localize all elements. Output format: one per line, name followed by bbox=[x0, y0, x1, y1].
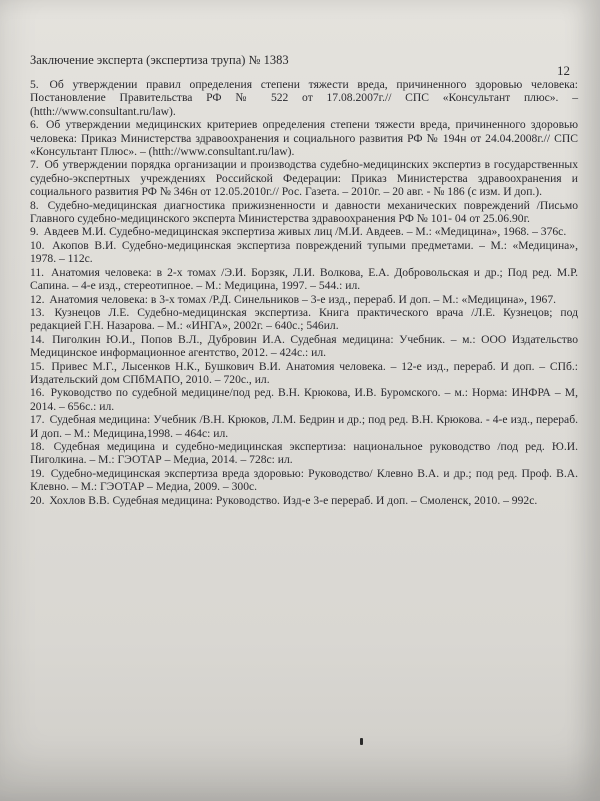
reference-number: 11. bbox=[30, 265, 45, 279]
reference-item bbox=[30, 266, 578, 293]
reference-number: 10. bbox=[30, 238, 45, 252]
reference-item bbox=[30, 467, 578, 494]
reference-number: 15. bbox=[30, 359, 45, 373]
reference-number: 12. bbox=[30, 292, 45, 306]
reference-text: Привес М.Г., Лысенков Н.К., Бушкович В.И. Анатомия человека. – 12-е изд., перераб. И доп. – СПб.: Издательский дом СПбМАПО, 2010. – 720с., ил. bbox=[30, 359, 578, 386]
reference-item bbox=[30, 386, 578, 413]
reference-text: Анатомия человека: в 2-х томах /Э.И. Борзяк, Л.И. Волкова, Е.А. Добровольская и др.; Под ред. М.Р. Сапина. – 4-е изд., стереотипное. – М.: Медицина, 1997. – 544.: ил. bbox=[30, 265, 578, 293]
reference-number: 14. bbox=[30, 332, 45, 346]
reference-text: Пиголкин Ю.И., Попов В.Л., Дубровин И.А. Судебная медицина: Учебник. – м.: ООО Издательство Медицинское информационное агентство, 2012. – 424с.: ил. bbox=[30, 332, 578, 360]
reference-number: 19. bbox=[30, 466, 45, 480]
reference-text: Судебная медицина: Учебник /В.Н. Крюков, Л.М. Бедрин и др.; под ред. В.Н. Крюкова. - 4-е изд., перераб. И доп. – М.: Медицина,1998. – 464с: ил. bbox=[30, 413, 578, 440]
reference-item bbox=[30, 440, 578, 467]
reference-item bbox=[30, 118, 578, 158]
reference-text: Руководство по судебной медицине/под ред. В.Н. Крюкова, И.В. Буромского. – м.: Норма: ИНФРА – М, 2014. – 656с.: ил. bbox=[30, 386, 578, 413]
reference-list bbox=[30, 78, 578, 507]
reference-number: 7. bbox=[30, 158, 39, 172]
reference-number: 5. bbox=[30, 78, 39, 91]
reference-number: 13. bbox=[30, 305, 45, 319]
reference-item bbox=[30, 413, 578, 440]
reference-number: 20. bbox=[30, 493, 45, 507]
reference-text: Судебно-медицинская экспертиза вреда здоровью: Руководство/ Клевно В.А. и др.; под ред. Проф. В.А. Клевно. – М.: ГЭОТАР – Медиа, 2009. – 300с. bbox=[30, 466, 578, 494]
document-title: Заключение эксперта (экспертиза трупа) № 1383 bbox=[30, 53, 289, 67]
reference-text: Авдеев М.И. Судебно-медицинская экспертиза живых лиц /М.И. Авдеев. – М.: «Медицина», 1968. – 376с. bbox=[43, 225, 567, 239]
reference-number: 16. bbox=[30, 386, 45, 400]
reference-text: Хохлов В.В. Судебная медицина: Руководство. Изд-е 3-е перераб. И доп. – Смоленск, 2010. – 992с. bbox=[49, 493, 538, 507]
reference-number: 8. bbox=[30, 198, 39, 212]
reference-item bbox=[30, 78, 578, 118]
reference-item bbox=[30, 225, 578, 238]
reference-item bbox=[30, 199, 578, 226]
reference-text: Об утверждении порядка организации и производства судебно-медицинских экспертиз в государственных судебно-экспертных учреждениях Российской Федерации: Приказ Министерства здравоохранения и социального развития РФ № 346н от 12.05.2010г.// Рос. Газета. – 2010г. – 20 авг. - № 186 (с изм. И доп.). bbox=[30, 158, 578, 199]
reference-text: Об утверждении медицинских критериев определения степени тяжести вреда, причиненного здоровью человека: Приказ Министерства здравоохранения и социального развития РФ № 194н от 24.04.2008г.// СПС «Консультант Плюс». – (htth://www.consultant.ru/law). bbox=[30, 118, 578, 159]
reference-number: 18. bbox=[30, 439, 45, 453]
reference-item bbox=[30, 293, 578, 306]
reference-number: 17. bbox=[30, 413, 45, 427]
reference-text: Судебная медицина и судебно-медицинская экспертиза: национальное руководство /под ред. Ю.И. Пиголкина. – М.: ГЭОТАР – Медиа, 2014. – 728с: ил. bbox=[30, 439, 578, 467]
page-number: 12 bbox=[557, 63, 570, 78]
reference-number: 9. bbox=[30, 225, 39, 239]
reference-item bbox=[30, 239, 578, 266]
ink-mark bbox=[360, 738, 363, 745]
reference-item bbox=[30, 158, 578, 198]
reference-text: Анатомия человека: в 3-х томах /Р.Д. Синельников – 3-е изд., перераб. И доп. – М.: «Медицина», 1967. bbox=[49, 292, 557, 306]
reference-text: Кузнецов Л.Е. Судебно-медицинская экспертиза. Книга практического врача /Л.Е. Кузнецов; под редакцией Г.Н. Назарова. – М.: «ИНГА», 2002г. – 640с.; 546ил. bbox=[30, 305, 578, 333]
reference-text: Акопов В.И. Судебно-медицинская экспертиза повреждений тупыми предметами. – М.: «Медицина», 1978. – 112с. bbox=[30, 238, 578, 266]
reference-item bbox=[30, 360, 578, 387]
reference-text: Об утверждении правил определения степени тяжести вреда, причиненного здоровью человека: Постановление Правительства РФ № 522 от 17.08.2007г.// СПС «Консультант плюс». – (htth://www.consultant.ru/law). bbox=[30, 78, 578, 118]
reference-number: 6. bbox=[30, 118, 39, 132]
reference-item bbox=[30, 333, 578, 360]
reference-item bbox=[30, 494, 578, 507]
reference-item bbox=[30, 306, 578, 333]
reference-text: Судебно-медицинская диагностика прижизненности и давности механических повреждений /Письмо Главного судебно-медицинского эксперта Министерства здравоохранения РФ № 101- 04 от 25.06.90г. bbox=[30, 198, 578, 226]
